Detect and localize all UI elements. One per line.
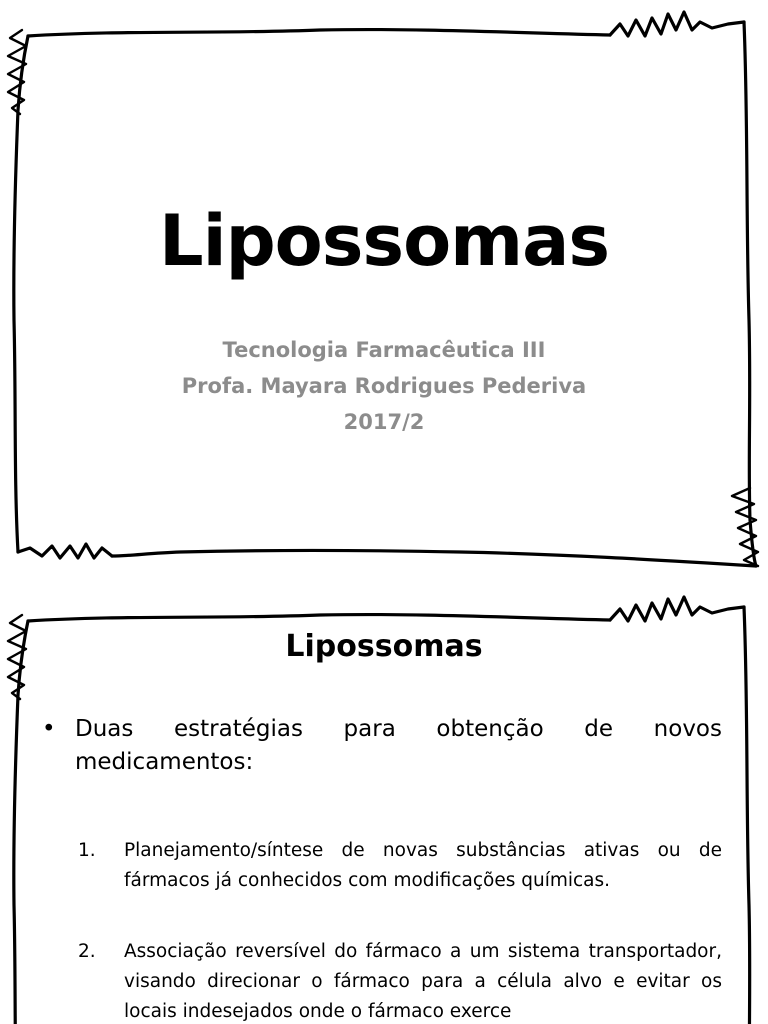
slide-title: Lipossomas — [158, 200, 610, 282]
content-slide — [0, 585, 768, 1024]
list-item-text: Planejamento/síntese de novas substâncias ativas ou de fármacos já conhecidos com modificações químicas. — [124, 840, 722, 891]
bullet-marker: • — [42, 716, 56, 742]
list-item-number: 1. — [78, 840, 96, 861]
bullet-item — [42, 713, 722, 779]
subtitle-course: Tecnologia Farmacêutica III — [222, 338, 546, 362]
subtitle-term: 2017/2 — [343, 410, 425, 434]
list-item-number: 2. — [78, 941, 96, 962]
slide-heading: Lipossomas — [285, 629, 483, 664]
list-item — [78, 937, 722, 1024]
list-item-text: Associação reversível do fármaco a um sistema transportador, visando direcionar o fármaco para a célula alvo e evitar os locais indesejados onde o fármaco exerce — [124, 941, 722, 1022]
subtitle-professor: Profa. Mayara Rodrigues Pederiva — [181, 374, 587, 398]
subtitle-block — [0, 332, 768, 440]
bullet-text: Duas estratégias para obtenção de novos medicamentos: — [75, 716, 722, 775]
list-item — [78, 836, 722, 896]
